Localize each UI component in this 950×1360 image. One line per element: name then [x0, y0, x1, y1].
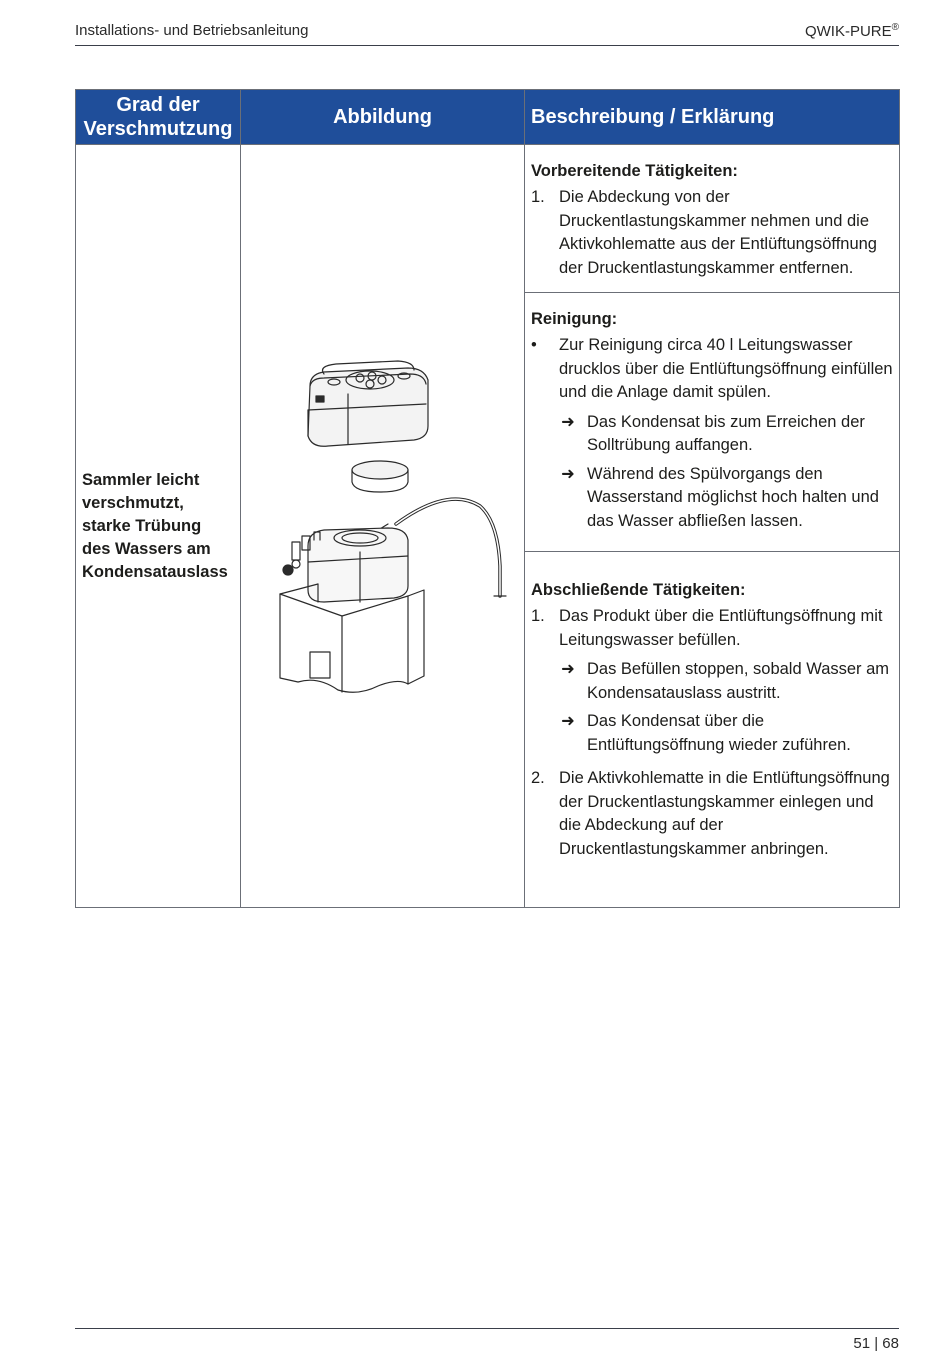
list-item: 1. Das Produkt über die Entlüftungsöffnung mit Leitungswasser befüllen.	[531, 607, 883, 649]
section-title: Vorbereitende Tätigkeiten:	[531, 162, 738, 180]
arrow-right-icon: ➜	[561, 712, 575, 730]
list-item: • Zur Reinigung circa 40 l Leitungswasser drucklos über die Entlüftungsöffnung einfüllen und die Anlage damit spülen.	[531, 336, 893, 401]
cover-drawing	[308, 361, 428, 446]
page-footer	[75, 1328, 899, 1352]
list-subitem: ➜ Während des Spülvorgangs den Wasserstand möglichst hoch halten und das Wasser abfließen lassen.	[561, 464, 879, 530]
description-cell	[525, 145, 900, 908]
collector-illustration	[258, 356, 508, 696]
list-subitem: ➜ Das Kondensat bis zum Erreichen der Solltrübung auffangen.	[561, 412, 865, 454]
cleaning-table	[75, 89, 900, 908]
list-item: 2. Die Aktivkohlematte in die Entlüftungsöffnung der Druckentlastungskammer einlegen und die Abdeckung auf der Druckentlastungskammer anbringen.	[531, 769, 890, 858]
tank-drawing	[283, 528, 408, 602]
column-header-grade: Grad der Verschmutzung	[76, 90, 241, 145]
figure-cell	[241, 145, 525, 908]
product-name: QWIK-PURE®	[804, 22, 899, 40]
page-number: 51 | 68	[853, 1335, 899, 1352]
section-preparation	[525, 145, 899, 293]
table-header-row	[76, 90, 900, 145]
carbon-mat-drawing	[352, 461, 408, 492]
column-header-figure: Abbildung	[241, 90, 525, 145]
list-subitem: ➜ Das Befüllen stoppen, sobald Wasser am Kondensatauslass austritt.	[561, 660, 890, 702]
arrow-right-icon: ➜	[561, 464, 575, 483]
document-title: Installations- und Betriebsanleitung	[75, 22, 309, 39]
list-item: 1. Die Abdeckung von der Druckentlastungskammer nehmen und die Aktivkohlematte aus der Entlüftungsöffnung der Druckentlastungskammer entfernen.	[531, 188, 877, 277]
section-cleaning	[525, 293, 899, 552]
section-title: Reinigung:	[531, 310, 618, 328]
table-row	[76, 145, 900, 908]
page-header	[75, 20, 899, 46]
grade-text: Sammler leicht verschmutzt, starke Trübung des Wassers am Kondensatauslass	[82, 470, 228, 581]
section-title: Abschließende Tätigkeiten:	[531, 581, 746, 599]
column-header-description: Beschreibung / Erklärung	[525, 90, 900, 145]
section-final	[525, 552, 899, 879]
list-subitem: ➜ Das Kondensat über die Entlüftungsöffnung wieder zuführen.	[561, 712, 851, 754]
arrow-right-icon: ➜	[561, 660, 575, 678]
arrow-right-icon: ➜	[561, 412, 575, 431]
grade-cell	[76, 145, 241, 908]
